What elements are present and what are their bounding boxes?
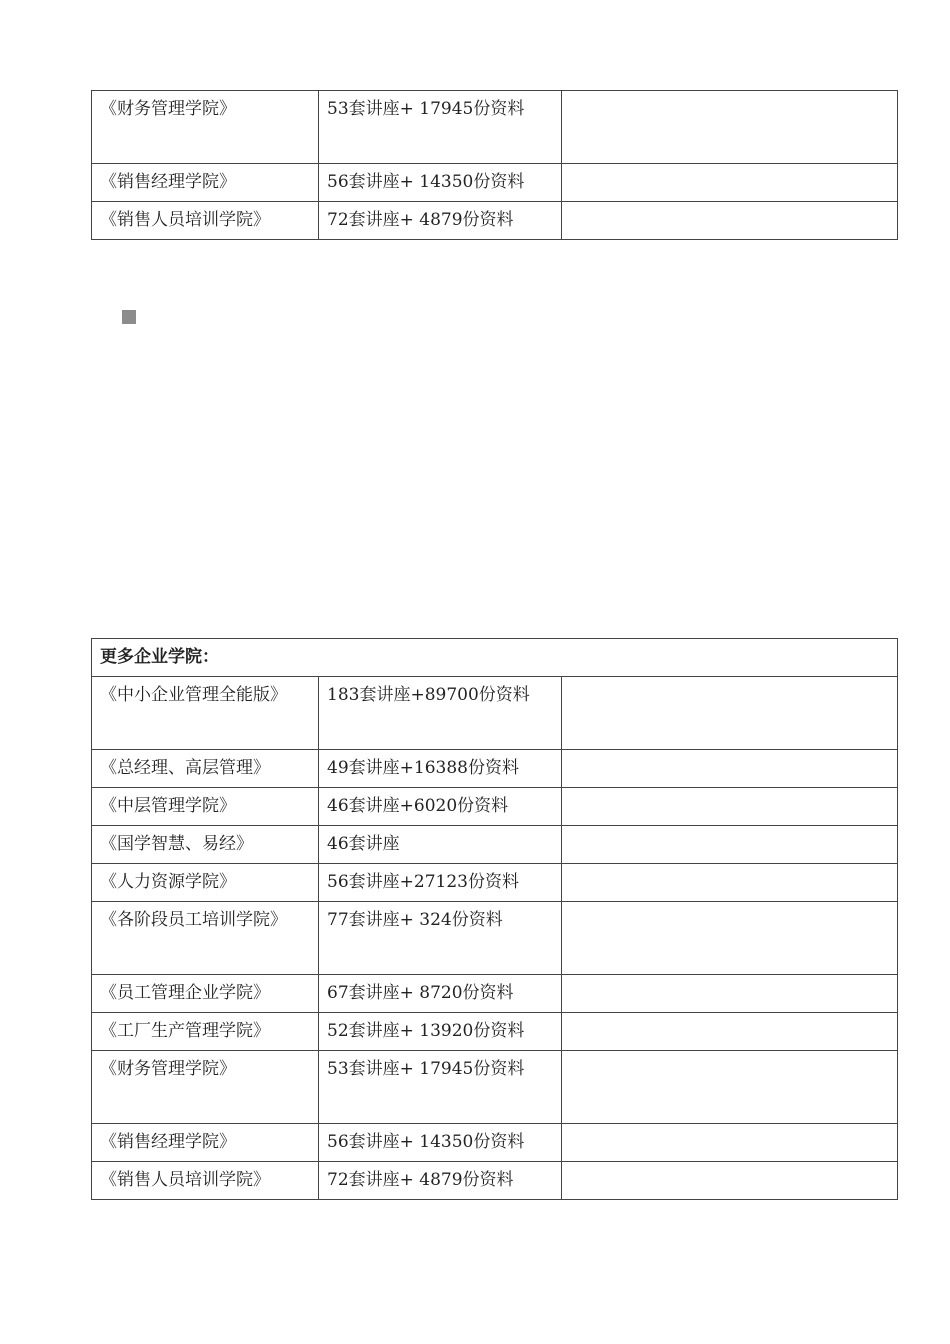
college-extra [562, 91, 898, 164]
table-row [92, 902, 898, 975]
table-row [92, 1013, 898, 1051]
table-row [92, 164, 898, 202]
table-row [92, 202, 898, 240]
college-info: 77套讲座+ 324份资料 [319, 902, 562, 975]
college-info: 72套讲座+ 4879份资料 [319, 1162, 562, 1200]
college-name: 《员工管理企业学院》 [92, 975, 319, 1013]
college-info: 72套讲座+ 4879份资料 [319, 202, 562, 240]
college-extra [562, 1051, 898, 1124]
college-name: 《财务管理学院》 [92, 91, 319, 164]
table-row [92, 826, 898, 864]
college-extra [562, 826, 898, 864]
college-info: 49套讲座+16388份资料 [319, 750, 562, 788]
college-info: 53套讲座+ 17945份资料 [319, 91, 562, 164]
table-row [92, 975, 898, 1013]
college-name: 《总经理、高层管理》 [92, 750, 319, 788]
table-row [92, 91, 898, 164]
college-name: 《中小企业管理全能版》 [92, 677, 319, 750]
college-name: 《工厂生产管理学院》 [92, 1013, 319, 1051]
table-row [92, 864, 898, 902]
college-extra [562, 788, 898, 826]
college-name: 《国学智慧、易经》 [92, 826, 319, 864]
more-colleges-table [91, 638, 898, 1200]
college-name: 《各阶段员工培训学院》 [92, 902, 319, 975]
college-info: 56套讲座+ 14350份资料 [319, 164, 562, 202]
college-extra [562, 164, 898, 202]
college-extra [562, 1162, 898, 1200]
college-name: 《销售人员培训学院》 [92, 1162, 319, 1200]
table-row [92, 1124, 898, 1162]
college-info: 56套讲座+ 14350份资料 [319, 1124, 562, 1162]
college-extra [562, 975, 898, 1013]
college-extra [562, 1013, 898, 1051]
top-course-table [91, 90, 898, 240]
table-row [92, 788, 898, 826]
college-info: 53套讲座+ 17945份资料 [319, 1051, 562, 1124]
table-row [92, 677, 898, 750]
college-extra [562, 864, 898, 902]
table-header-row [92, 639, 898, 677]
college-info: 67套讲座+ 8720份资料 [319, 975, 562, 1013]
table-title: 更多企业学院： [92, 639, 898, 677]
college-extra [562, 677, 898, 750]
college-info: 52套讲座+ 13920份资料 [319, 1013, 562, 1051]
square-bullet-icon [122, 310, 136, 324]
college-name: 《人力资源学院》 [92, 864, 319, 902]
college-name: 《中层管理学院》 [92, 788, 319, 826]
college-extra [562, 902, 898, 975]
college-info: 56套讲座+27123份资料 [319, 864, 562, 902]
college-info: 46套讲座 [319, 826, 562, 864]
college-name: 《财务管理学院》 [92, 1051, 319, 1124]
table-row [92, 1162, 898, 1200]
college-name: 《销售经理学院》 [92, 1124, 319, 1162]
college-extra [562, 202, 898, 240]
table-row [92, 750, 898, 788]
college-info: 183套讲座+89700份资料 [319, 677, 562, 750]
college-info: 46套讲座+6020份资料 [319, 788, 562, 826]
college-name: 《销售人员培训学院》 [92, 202, 319, 240]
table-row [92, 1051, 898, 1124]
college-name: 《销售经理学院》 [92, 164, 319, 202]
college-extra [562, 750, 898, 788]
college-extra [562, 1124, 898, 1162]
